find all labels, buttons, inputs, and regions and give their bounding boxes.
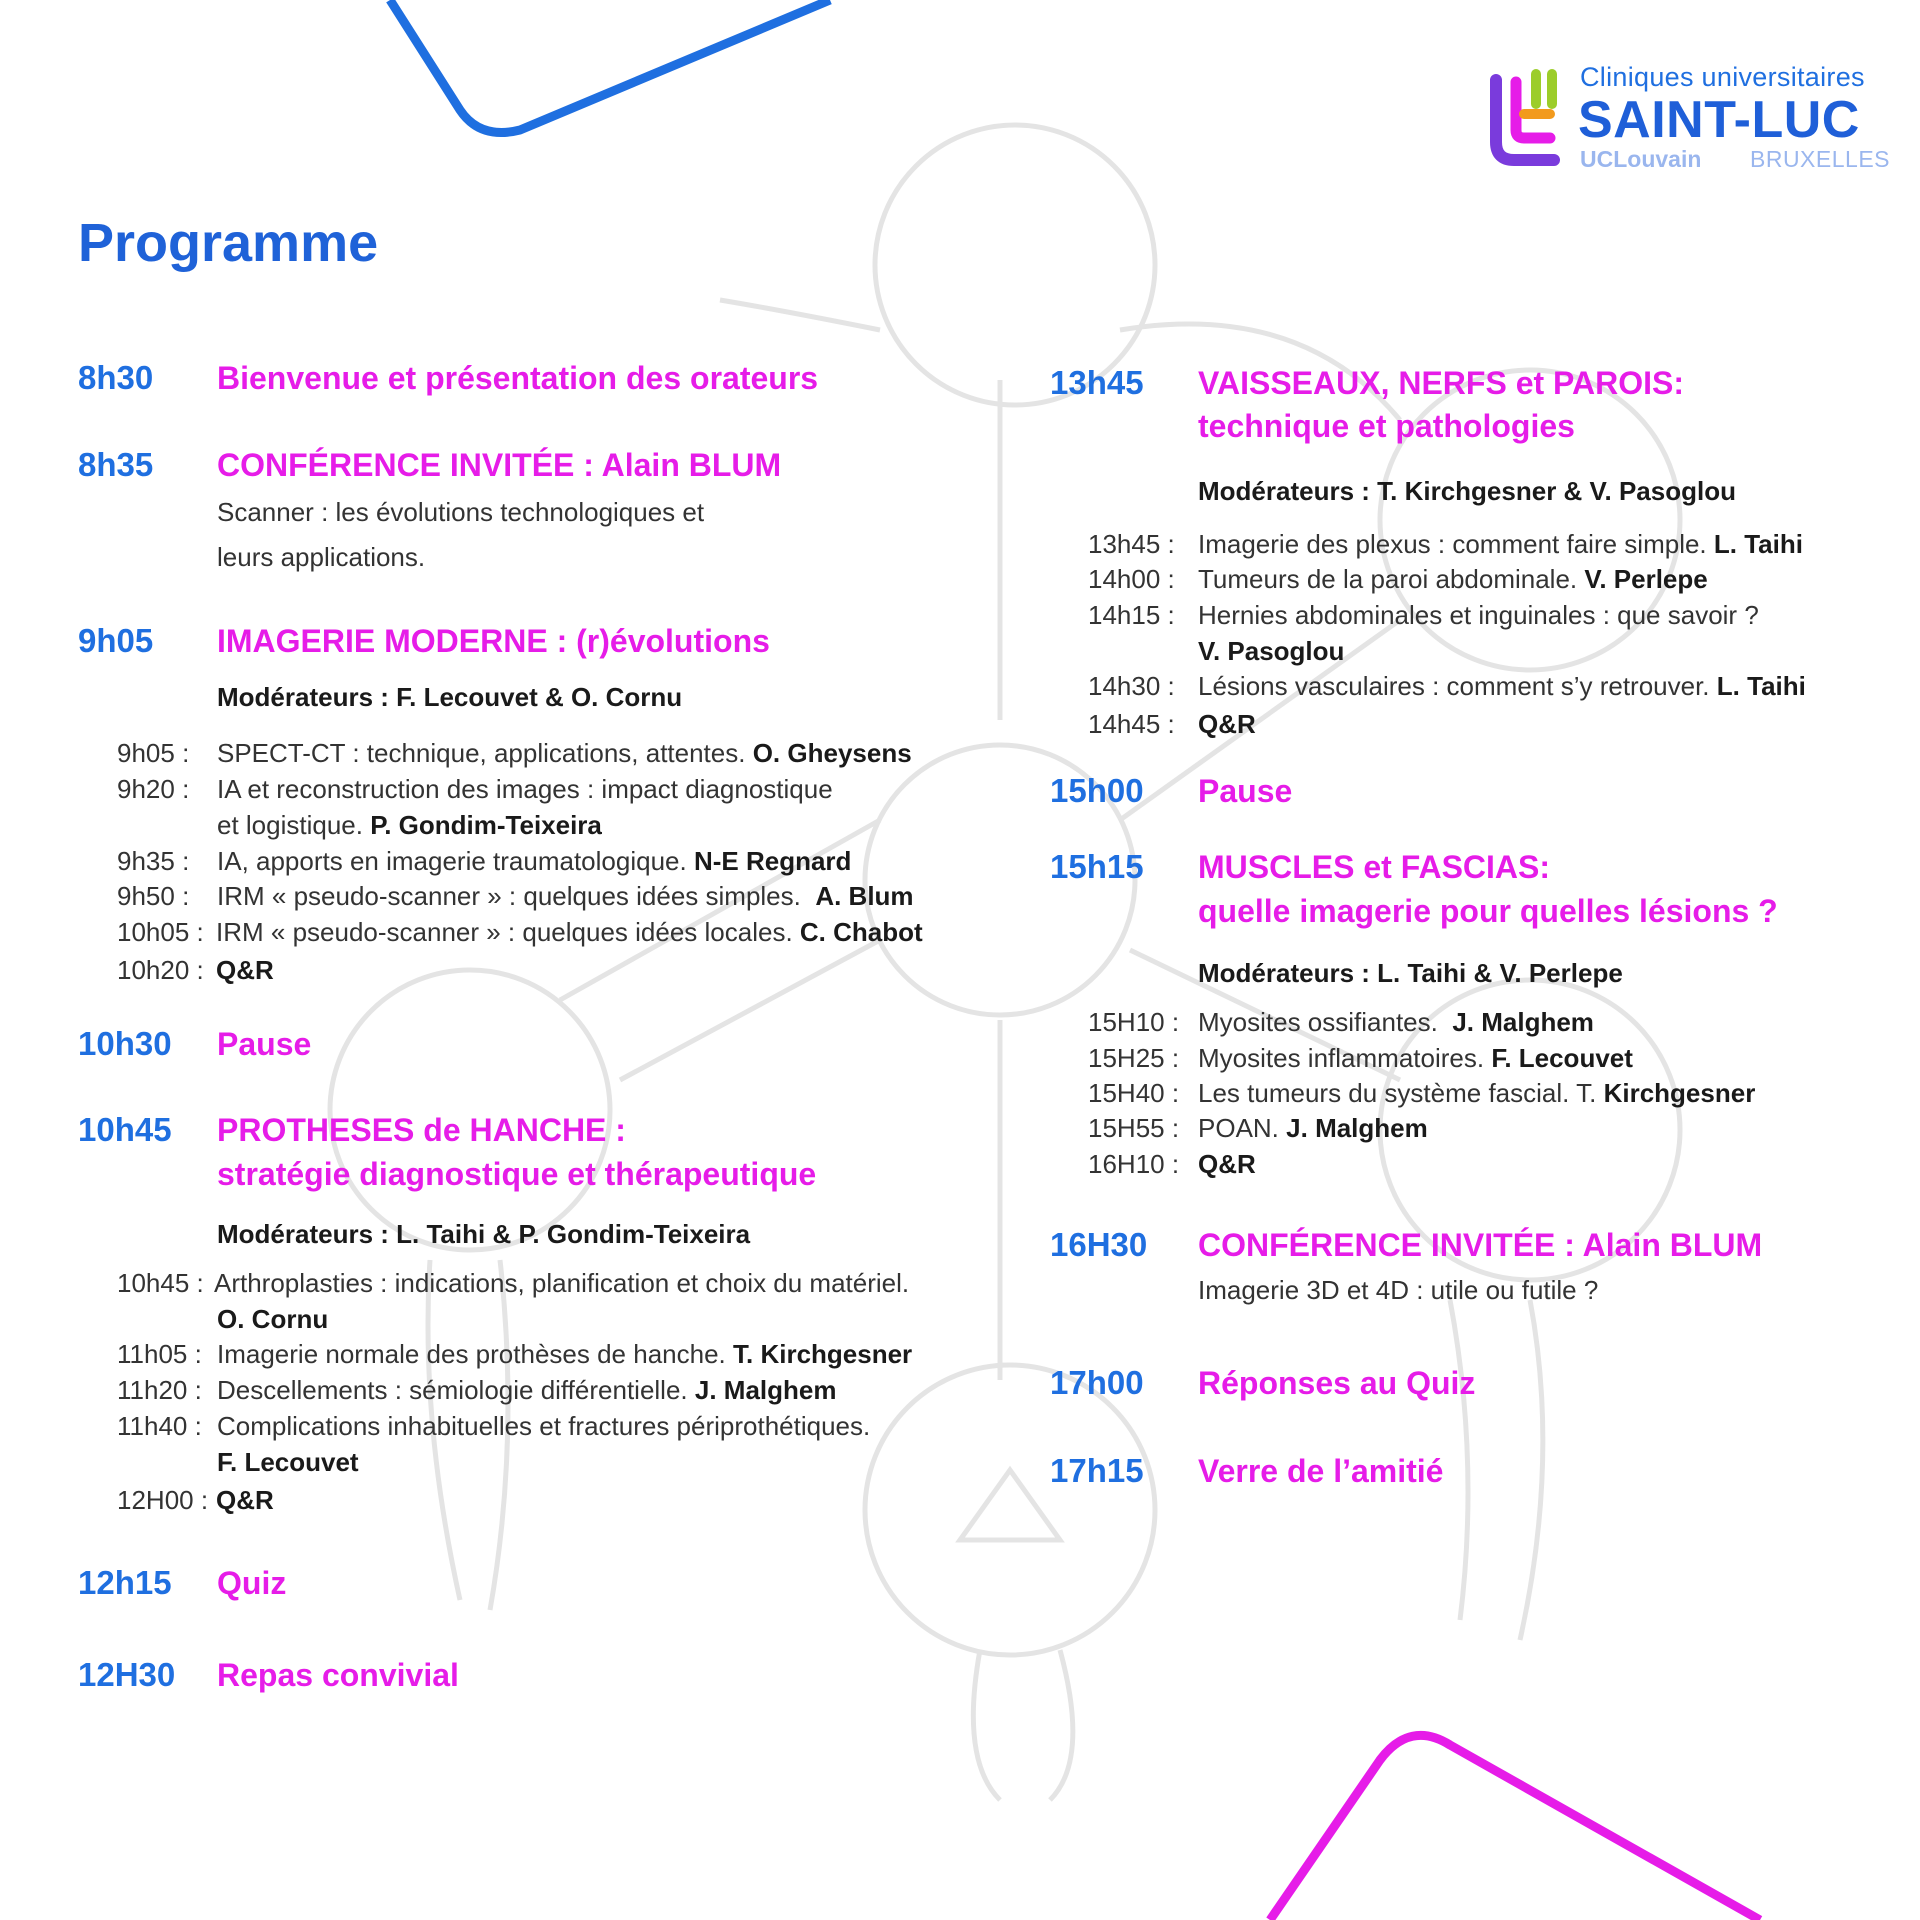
logo-text-line3b: BRUXELLES: [1750, 146, 1891, 172]
talk-item: [217, 810, 602, 841]
talk-item: [217, 1375, 836, 1406]
talk-speaker: Kirchgesner: [1603, 1078, 1756, 1108]
talk-title: IA, apports en imagerie traumatologique.: [217, 846, 687, 876]
session-time: 9h05: [78, 622, 154, 659]
session-title: stratégie diagnostique et thérapeutique: [217, 1156, 817, 1192]
talk-time: 15H55 :: [1088, 1113, 1180, 1143]
talk-item: [217, 1339, 912, 1370]
session-time: 16H30: [1050, 1226, 1148, 1263]
talk-title: Descellements : sémiologie différentielle.: [217, 1375, 688, 1405]
talk-item: [214, 1268, 909, 1299]
session-title: Bienvenue et présentation des orateurs: [217, 360, 819, 396]
talk-speaker: L. Taihi: [1716, 671, 1806, 701]
session-time: 10h30: [78, 1025, 172, 1062]
talk-speaker: O. Cornu: [217, 1304, 329, 1334]
talk-speaker: T. Kirchgesner: [733, 1339, 913, 1369]
talk-title: Tumeurs de la paroi abdominale.: [1198, 564, 1578, 594]
session-time: 12H30: [78, 1656, 176, 1693]
session-title: Réponses au Quiz: [1198, 1365, 1476, 1401]
talk-time: 14h30 :: [1088, 671, 1175, 701]
session-title: quelle imagerie pour quelles lésions ?: [1198, 893, 1778, 929]
talk-title: SPECT-CT : technique, applications, attentes.: [217, 738, 746, 768]
session-time: 15h15: [1050, 848, 1144, 885]
talk-title: Imagerie des plexus : comment faire simple.: [1198, 529, 1707, 559]
talk-speaker: A. Blum: [815, 881, 914, 911]
talk-speaker: J. Malghem: [1286, 1113, 1428, 1143]
talk-time: 12H00 :: [117, 1485, 209, 1515]
session-title: PROTHESES de HANCHE :: [217, 1112, 626, 1148]
session-title: VAISSEAUX, NERFS et PAROIS:: [1198, 365, 1684, 401]
talk-item: [217, 846, 851, 877]
talk-speaker: Q&R: [1198, 1149, 1256, 1179]
talk-time: 14h00 :: [1088, 564, 1175, 594]
session-title: CONFÉRENCE INVITÉE : Alain BLUM: [217, 447, 782, 483]
moderators: Modérateurs : T. Kirchgesner & V. Pasoglou: [1198, 476, 1736, 506]
talk-time: 16H10 :: [1088, 1149, 1180, 1179]
talk-item: [1198, 671, 1806, 702]
talk-time: 10h45 :: [117, 1268, 204, 1298]
talk-time: 14h15 :: [1088, 600, 1175, 630]
session-description: Scanner : les évolutions technologiques et: [217, 497, 705, 527]
talk-title: IA et reconstruction des images : impact diagnostique: [217, 774, 833, 804]
logo-text-line3a: UCLouvain: [1580, 146, 1702, 172]
talk-speaker: F. Lecouvet: [1491, 1043, 1633, 1073]
talk-speaker: Q&R: [1198, 709, 1256, 739]
talk-item: [217, 881, 914, 912]
session-time: 12h15: [78, 1564, 172, 1601]
talk-time: 15H25 :: [1088, 1043, 1180, 1073]
talk-time: 11h05 :: [117, 1339, 202, 1369]
talk-item: [1198, 529, 1803, 560]
session-time: 8h30: [78, 359, 154, 396]
talk-time: 9h50 :: [117, 881, 190, 911]
talk-item: [217, 774, 833, 805]
talk-item: [217, 1411, 870, 1442]
talk-speaker: F. Lecouvet: [217, 1447, 359, 1477]
talk-title: Lésions vasculaires : comment s’y retrouver.: [1198, 671, 1710, 701]
talk-time: 9h35 :: [117, 846, 190, 876]
logo-text-line1: Cliniques universitaires: [1580, 62, 1865, 92]
talk-title: IRM « pseudo-scanner » : quelques idées locales.: [216, 917, 793, 947]
talk-speaker: J. Malghem: [1452, 1007, 1594, 1037]
talk-speaker: V. Perlepe: [1584, 564, 1708, 594]
talk-item: [217, 738, 912, 769]
talk-title: Complications inhabituelles et fractures périprothétiques.: [217, 1411, 871, 1441]
talk-speaker: V. Pasoglou: [1198, 636, 1345, 666]
talk-title: Myosites inflammatoires.: [1198, 1043, 1485, 1073]
session-time: 17h00: [1050, 1364, 1144, 1401]
session-title: technique et pathologies: [1198, 408, 1575, 444]
moderators: Modérateurs : F. Lecouvet & O. Cornu: [217, 682, 683, 712]
talk-speaker: P. Gondim-Teixeira: [370, 810, 602, 840]
logo-text-line2: SAINT-LUC: [1578, 91, 1860, 149]
session-title: Pause: [1198, 773, 1293, 809]
session-title: CONFÉRENCE INVITÉE : Alain BLUM: [1198, 1227, 1763, 1263]
talk-title: Myosites ossifiantes.: [1198, 1007, 1438, 1037]
talk-time: 10h05 :: [117, 917, 204, 947]
talk-item: [1198, 600, 1759, 631]
talk-speaker: J. Malghem: [694, 1375, 837, 1405]
talk-speaker: L. Taihi: [1713, 529, 1803, 559]
talk-title: Hernies abdominales et inguinales : que savoir ?: [1198, 600, 1759, 630]
talk-time: 15H10 :: [1088, 1007, 1180, 1037]
session-title: Repas convivial: [217, 1657, 459, 1693]
talk-speaker: Q&R: [216, 1485, 274, 1515]
talk-title: IRM « pseudo-scanner » : quelques idées simples.: [217, 881, 801, 911]
talk-time: 9h05 :: [117, 738, 190, 768]
moderators: Modérateurs : L. Taihi & V. Perlepe: [1198, 958, 1623, 988]
session-title: Quiz: [217, 1565, 287, 1601]
talk-time: 15H40 :: [1088, 1078, 1180, 1108]
session-title: IMAGERIE MODERNE : (r)évolutions: [217, 623, 770, 659]
talk-time: 11h20 :: [117, 1375, 202, 1405]
session-time: 13h45: [1050, 364, 1144, 401]
session-time: 8h35: [78, 446, 154, 483]
talk-item: [216, 917, 923, 948]
page-title: Programme: [78, 213, 379, 273]
session-title: MUSCLES et FASCIAS:: [1198, 849, 1551, 885]
talk-item: [1198, 1043, 1633, 1074]
talk-title: et logistique.: [217, 810, 363, 840]
session-description: Imagerie 3D et 4D : utile ou futile ?: [1198, 1275, 1599, 1305]
talk-time: 9h20 :: [117, 774, 190, 804]
talk-speaker: Q&R: [216, 955, 274, 985]
talk-time: 10h20 :: [117, 955, 204, 985]
talk-speaker: N-E Regnard: [693, 846, 852, 876]
logo-mark-icon: [1488, 68, 1564, 168]
session-time: 10h45: [78, 1111, 172, 1148]
session-title: Pause: [217, 1026, 312, 1062]
talk-time: 14h45 :: [1088, 709, 1175, 739]
talk-title: POAN.: [1198, 1113, 1279, 1143]
moderators: Modérateurs : L. Taihi & P. Gondim-Teixeira: [217, 1219, 751, 1249]
talk-title: Imagerie normale des prothèses de hanche.: [217, 1339, 726, 1369]
talk-title: Arthroplasties : indications, planification et choix du matériel.: [214, 1268, 910, 1298]
talk-item: [1198, 1078, 1755, 1109]
session-time: 17h15: [1050, 1452, 1144, 1489]
session-description: leurs applications.: [217, 542, 426, 572]
talk-speaker: C. Chabot: [799, 917, 923, 947]
session-title: Verre de l’amitié: [1198, 1453, 1444, 1489]
talk-time: 11h40 :: [117, 1411, 202, 1441]
saint-luc-logo: [1488, 62, 1891, 172]
session-time: 15h00: [1050, 772, 1144, 809]
talk-item: [1198, 1113, 1428, 1144]
talk-item: [1198, 1007, 1594, 1038]
talk-time: 13h45 :: [1088, 529, 1175, 559]
talk-title: Les tumeurs du système fascial. T.: [1198, 1078, 1597, 1108]
talk-item: [1198, 564, 1708, 595]
talk-speaker: O. Gheysens: [752, 738, 912, 768]
